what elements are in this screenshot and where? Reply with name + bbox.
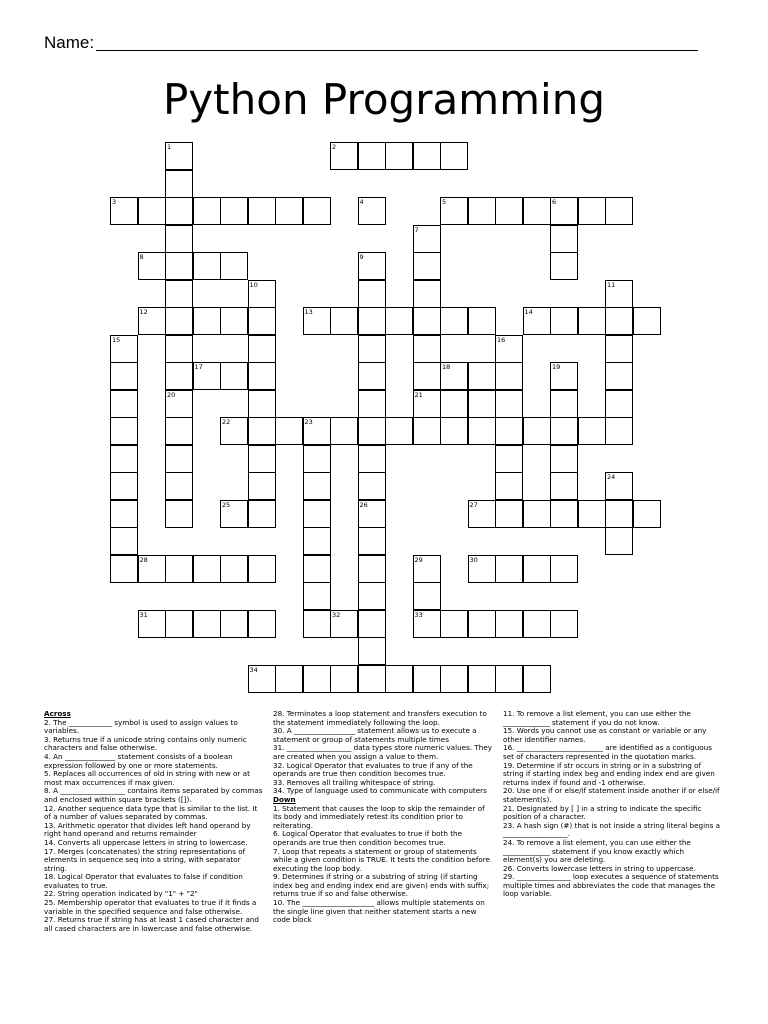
down-clue: 15. Words you cannot use as constant or variable or any other identifier names. (503, 726, 707, 744)
clue-number: 30 (469, 555, 478, 564)
grid-cell[interactable] (358, 142, 386, 170)
grid-cell[interactable] (358, 307, 386, 335)
grid-cell[interactable] (440, 610, 468, 638)
across-clue: 5. Replaces all occurrences of old in string with new or at most max occurrences if max given. (44, 769, 250, 787)
grid-cell[interactable] (110, 417, 138, 445)
grid-cell[interactable] (413, 582, 441, 610)
clue-number: 3 (112, 198, 117, 206)
clue-heading: Down (273, 794, 296, 804)
grid-cell[interactable] (578, 500, 606, 528)
across-clue: 2. The ____________ symbol is used to assign values to variables. (44, 717, 238, 736)
grid-cell[interactable] (110, 390, 138, 418)
grid-cell[interactable] (303, 307, 331, 335)
grid-cell[interactable] (523, 500, 551, 528)
grid-cell[interactable] (358, 555, 386, 583)
grid-cell[interactable] (413, 610, 441, 638)
grid-cell[interactable] (523, 307, 551, 335)
grid-cell[interactable] (110, 527, 138, 555)
clues-column-3 (503, 710, 721, 899)
down-clue: 7. Loop that repeats a statement or group of statements while a given condition is TRUE. It tests the condition before executing the loop body. (273, 846, 490, 873)
grid-cell[interactable] (358, 582, 386, 610)
grid-cell[interactable] (523, 555, 551, 583)
grid-cell[interactable] (495, 610, 523, 638)
grid-cell[interactable] (248, 555, 276, 583)
grid-cell[interactable] (138, 252, 166, 280)
clue-number: 33 (414, 610, 423, 619)
grid-cell[interactable] (138, 197, 166, 225)
grid-cell[interactable] (330, 665, 358, 693)
grid-cell[interactable] (605, 197, 633, 225)
grid-cell[interactable] (468, 665, 496, 693)
across-clue: 33. Removes all trailing whitespace of string. (273, 777, 436, 787)
grid-cell[interactable] (303, 445, 331, 473)
grid-cell[interactable] (220, 362, 248, 390)
grid-cell[interactable] (303, 555, 331, 583)
grid-cell[interactable] (468, 390, 496, 418)
grid-cell[interactable] (468, 417, 496, 445)
grid-cell[interactable] (193, 555, 221, 583)
across-clue: 14. Converts all uppercase letters in string to lowercase. (44, 837, 248, 847)
grid-cell[interactable] (550, 362, 578, 390)
grid-cell[interactable] (220, 417, 248, 445)
grid-cell[interactable] (523, 417, 551, 445)
grid-cell[interactable] (220, 555, 248, 583)
grid-cell[interactable] (248, 390, 276, 418)
grid-cell[interactable] (358, 610, 386, 638)
grid-cell[interactable] (358, 637, 386, 665)
grid-cell[interactable] (495, 362, 523, 390)
grid-cell[interactable] (358, 527, 386, 555)
grid-cell[interactable] (495, 665, 523, 693)
grid-cell[interactable] (220, 307, 248, 335)
grid-cell[interactable] (550, 307, 578, 335)
grid-cell[interactable] (413, 390, 441, 418)
grid-cell[interactable] (165, 307, 193, 335)
clue-number: 24 (607, 473, 616, 481)
grid-cell[interactable] (165, 472, 193, 500)
grid-cell[interactable] (303, 500, 331, 528)
grid-cell[interactable] (220, 500, 248, 528)
grid-cell[interactable] (303, 417, 331, 445)
across-clue: 18. Logical Operator that evaluates to false if condition evaluates to true. (44, 872, 243, 890)
grid-cell[interactable] (248, 610, 276, 638)
clue-number: 34 (249, 665, 258, 674)
grid-cell[interactable] (110, 472, 138, 500)
grid-cell[interactable] (193, 197, 221, 225)
grid-cell[interactable] (358, 280, 386, 308)
grid-cell[interactable] (495, 472, 523, 500)
clue-number: 15 (112, 335, 121, 344)
clue-number: 27 (469, 500, 478, 509)
grid-cell[interactable] (303, 582, 331, 610)
down-clue: 16. ________________________ are identified as a contiguous set of characters represented in the quotation marks. (503, 743, 712, 761)
grid-cell[interactable] (165, 500, 193, 528)
grid-cell[interactable] (385, 665, 413, 693)
grid-cell[interactable] (110, 445, 138, 473)
grid-cell[interactable] (633, 500, 661, 528)
grid-cell[interactable] (633, 307, 661, 335)
grid-cell[interactable] (193, 307, 221, 335)
grid-cell[interactable] (605, 417, 633, 445)
grid-cell[interactable] (440, 307, 468, 335)
grid-cell[interactable] (550, 417, 578, 445)
grid-cell[interactable] (358, 417, 386, 445)
grid-cell[interactable] (605, 362, 633, 390)
grid-cell[interactable] (523, 610, 551, 638)
grid-cell[interactable] (248, 362, 276, 390)
grid-cell[interactable] (358, 472, 386, 500)
grid-cell[interactable] (440, 390, 468, 418)
grid-cell[interactable] (330, 417, 358, 445)
grid-cell[interactable] (605, 390, 633, 418)
across-clue: 17. Merges (concatenates) the string representations of elements in sequence seq into a string, with separator string. (44, 846, 246, 873)
grid-cell[interactable] (358, 445, 386, 473)
grid-cell[interactable] (550, 225, 578, 253)
clue-number: 4 (359, 198, 364, 206)
grid-cell[interactable] (468, 555, 496, 583)
grid-cell[interactable] (495, 500, 523, 528)
grid-cell[interactable] (385, 417, 413, 445)
grid-cell[interactable] (248, 197, 276, 225)
name-label: Name: (44, 33, 95, 52)
grid-cell[interactable] (413, 252, 441, 280)
grid-cell[interactable] (468, 307, 496, 335)
down-clue: 29. _______________ loop executes a sequence of statements multiple times and abbreviates the code that manages the loop variable. (503, 872, 719, 899)
grid-cell[interactable] (165, 252, 193, 280)
clue-number: 13 (304, 308, 313, 316)
grid-cell[interactable] (495, 555, 523, 583)
clues-column-2 (273, 710, 495, 925)
grid-cell[interactable] (495, 390, 523, 418)
grid-cell[interactable] (358, 390, 386, 418)
grid-cell[interactable] (605, 280, 633, 308)
grid-cell[interactable] (468, 500, 496, 528)
grid-cell[interactable] (413, 142, 441, 170)
grid-cell[interactable] (413, 225, 441, 253)
clue-number: 5 (442, 198, 447, 206)
grid-cell[interactable] (440, 142, 468, 170)
grid-cell[interactable] (358, 500, 386, 528)
clue-number: 11 (607, 280, 616, 289)
grid-cell[interactable] (495, 335, 523, 363)
clue-number: 20 (167, 390, 176, 399)
page-title: Python Programming (162, 75, 605, 124)
grid-cell[interactable] (413, 555, 441, 583)
grid-cell[interactable] (303, 472, 331, 500)
grid-cell[interactable] (385, 142, 413, 170)
grid-cell[interactable] (193, 610, 221, 638)
grid-cell[interactable] (138, 610, 166, 638)
down-clue: 1. Statement that causes the loop to skip the remainder of its body and immediately retest its condition prior to reiterating. (273, 803, 485, 830)
grid-cell[interactable] (248, 665, 276, 693)
across-clue: 27. Returns true if string has at least 1 cased character and all cased characters are in lowercase and false otherwise. (44, 915, 259, 933)
across-clue: 3. Returns true if a unicode string contains only numeric characters and false otherwise. (44, 734, 247, 753)
clues-column-1 (44, 710, 264, 933)
clue-number: 25 (222, 500, 231, 509)
clue-number: 26 (359, 500, 368, 509)
grid-cell[interactable] (165, 390, 193, 418)
grid-cell[interactable] (248, 307, 276, 335)
grid-cell[interactable] (495, 417, 523, 445)
grid-cell[interactable] (358, 665, 386, 693)
grid-cell[interactable] (193, 252, 221, 280)
grid-cell[interactable] (550, 472, 578, 500)
grid-cell[interactable] (165, 445, 193, 473)
grid-cell[interactable] (248, 417, 276, 445)
grid-cell[interactable] (110, 500, 138, 528)
across-clue: 22. String operation indicated by "1" + "2" (44, 889, 198, 899)
grid-cell[interactable] (468, 362, 496, 390)
grid-cell[interactable] (165, 362, 193, 390)
clue-number: 21 (414, 390, 423, 399)
grid-cell[interactable] (440, 665, 468, 693)
clue-number: 31 (139, 610, 148, 619)
grid-cell[interactable] (165, 197, 193, 225)
grid-cell[interactable] (550, 555, 578, 583)
grid-cell[interactable] (330, 142, 358, 170)
clue-number: 32 (332, 610, 341, 619)
down-clue: 23. A hash sign (#) that is not inside a string literal begins a __________________. (503, 820, 721, 839)
clue-number: 2 (332, 143, 337, 151)
clue-number: 18 (442, 363, 451, 371)
grid-cell[interactable] (550, 445, 578, 473)
grid-cell[interactable] (523, 197, 551, 225)
grid-cell[interactable] (605, 307, 633, 335)
grid-cell[interactable] (578, 417, 606, 445)
grid-cell[interactable] (440, 197, 468, 225)
across-clue: 28. Terminates a loop statement and transfers execution to the statement immediately following the loop. (273, 709, 487, 727)
grid-cell[interactable] (358, 252, 386, 280)
down-clue: 11. To remove a list element, you can use either the _____________ statement if you do not know. (503, 709, 691, 727)
grid-cell[interactable] (248, 500, 276, 528)
grid-cell[interactable] (550, 197, 578, 225)
grid-cell[interactable] (495, 197, 523, 225)
clue-number: 10 (249, 280, 258, 289)
grid-cell[interactable] (578, 197, 606, 225)
grid-cell[interactable] (413, 417, 441, 445)
grid-cell[interactable] (165, 555, 193, 583)
clue-number: 28 (139, 555, 148, 564)
grid-cell[interactable] (303, 527, 331, 555)
grid-cell[interactable] (468, 197, 496, 225)
grid-cell[interactable] (550, 500, 578, 528)
grid-cell[interactable] (358, 362, 386, 390)
grid-cell[interactable] (110, 197, 138, 225)
down-clue: 10. The ____________________ allows multiple statements on the single line given that neither statement starts a new code block (273, 898, 485, 925)
across-clue: 30. A _________________ statement allows us to execute a statement or group of statements multiple times (273, 726, 477, 744)
grid-cell[interactable] (165, 417, 193, 445)
clue-number: 17 (194, 363, 203, 371)
clue-number: 16 (497, 335, 506, 344)
across-clue: 13. Arithmetic operator that divides left hand operand by right hand operand and returns remainder (44, 820, 251, 839)
down-clue: 21. Designated by [ ] in a string to indicate the specific position of a character. (503, 803, 702, 822)
grid-cell[interactable] (248, 445, 276, 473)
grid-cell[interactable] (220, 197, 248, 225)
grid-cell[interactable] (330, 610, 358, 638)
grid-cell[interactable] (385, 307, 413, 335)
grid-cell[interactable] (165, 335, 193, 363)
across-clue: 4. An ______________ statement consists of a boolean expression followed by one or more statements. (44, 751, 233, 770)
grid-cell[interactable] (248, 280, 276, 308)
across-clue: 8. A __________________ contains items separated by commas and enclosed within square brackets ([]). (44, 786, 263, 804)
across-clue: 32. Logical Operator that evaluates to true if any of the operands are true then condition becomes true. (273, 760, 473, 779)
clue-number: 23 (304, 418, 313, 426)
clue-number: 19 (552, 363, 561, 371)
grid-cell[interactable] (550, 252, 578, 280)
grid-cell[interactable] (110, 335, 138, 363)
grid-cell[interactable] (413, 307, 441, 335)
grid-cell[interactable] (605, 472, 633, 500)
grid-cell[interactable] (550, 610, 578, 638)
clue-number: 7 (414, 225, 419, 234)
grid-cell[interactable] (358, 197, 386, 225)
grid-cell[interactable] (248, 335, 276, 363)
grid-cell[interactable] (165, 142, 193, 170)
across-clue: 12. Another sequence data type that is similar to the list. It of a number of values separated by commas. (44, 803, 258, 822)
clue-number: 29 (414, 555, 423, 564)
grid-cell[interactable] (605, 335, 633, 363)
clue-number: 14 (524, 308, 533, 316)
across-clue: 25. Membership operator that evaluates to true if it finds a variable in the specified sequence and false otherwise. (44, 898, 257, 916)
grid-cell[interactable] (303, 610, 331, 638)
grid-cell[interactable] (413, 665, 441, 693)
grid-cell[interactable] (523, 665, 551, 693)
grid-cell[interactable] (413, 280, 441, 308)
grid-cell[interactable] (468, 610, 496, 638)
grid-cell[interactable] (440, 417, 468, 445)
grid-cell[interactable] (605, 527, 633, 555)
grid-cell[interactable] (358, 335, 386, 363)
grid-cell[interactable] (605, 500, 633, 528)
clue-number: 6 (552, 198, 557, 206)
grid-cell[interactable] (165, 225, 193, 253)
grid-cell[interactable] (220, 252, 248, 280)
down-clue: 19. Determine if str occurs in string or in a substring of string if starting index beg and ending index end are given returns index if found and -1 otherwise. (503, 760, 715, 787)
down-clue: 6. Logical Operator that evaluates to true if both the operands are true then condition becomes true. (273, 829, 463, 847)
down-clue: 9. Determines if string or a substring of string (if starting index beg and ending index end are given) ends with suffix; returns true if so and false otherwise. (273, 872, 490, 899)
grid-cell[interactable] (275, 665, 303, 693)
grid-cell[interactable] (440, 362, 468, 390)
grid-cell[interactable] (578, 307, 606, 335)
grid-cell[interactable] (165, 170, 193, 198)
grid-cell[interactable] (303, 665, 331, 693)
grid-cell[interactable] (110, 362, 138, 390)
grid-cell[interactable] (138, 555, 166, 583)
grid-cell[interactable] (220, 610, 248, 638)
down-clue: 20. Use one if or else/if statement inside another if or else/if statement(s). (503, 786, 720, 804)
clue-number: 9 (359, 253, 364, 261)
grid-cell[interactable] (330, 307, 358, 335)
grid-cell[interactable] (413, 362, 441, 390)
grid-cell[interactable] (248, 472, 276, 500)
grid-cell[interactable] (275, 417, 303, 445)
clue-number: 22 (222, 418, 231, 426)
grid-cell[interactable] (303, 197, 331, 225)
grid-cell[interactable] (165, 280, 193, 308)
grid-cell[interactable] (413, 335, 441, 363)
grid-cell[interactable] (550, 390, 578, 418)
grid-cell[interactable] (495, 445, 523, 473)
down-clue: 26. Converts lowercase letters in string to uppercase. (503, 863, 696, 873)
grid-cell[interactable] (193, 362, 221, 390)
down-clue: 24. To remove a list element, you can use either the _____________ statement if you know exactly which element(s) you are deleting. (503, 837, 691, 865)
across-clue: 34. Type of language used to communicate with computers (273, 786, 487, 796)
grid-cell[interactable] (275, 197, 303, 225)
across-clue: 31. __________________ data types store numeric values. They are created when you assign a value to them. (273, 743, 493, 761)
clue-number: 8 (139, 253, 144, 261)
grid-cell[interactable] (165, 610, 193, 638)
grid-cell[interactable] (138, 307, 166, 335)
grid-cell[interactable] (110, 555, 138, 583)
clue-number: 12 (139, 308, 148, 316)
clue-number: 1 (167, 143, 172, 151)
clue-heading: Across (44, 709, 71, 718)
